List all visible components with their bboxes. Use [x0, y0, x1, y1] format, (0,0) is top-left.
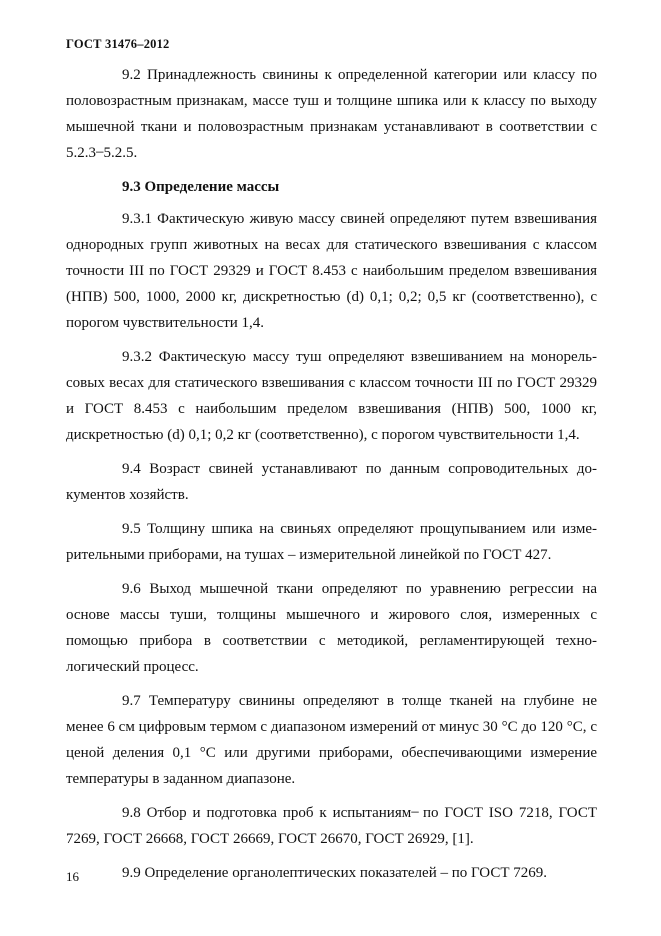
paragraph-9-5: 9.5 Толщину шпика на свиньях определяют прощупыванием или измерительными приборами, на тушах – измерительной линейкой по ГОСТ 427. [66, 521, 597, 563]
section-heading-9-3: 9.3 Определение массы [122, 179, 280, 195]
paragraph-9-7: 9.7 Температуру свинины определяют в толще тканей на глубине не менее 6 см цифровым термом с диапазоном измерений от минус 30 °С до 120 °С, с ценой деления 0,1 °С или другими приборами, обеспечивающими измерение температуры в заданном диапазоне. [66, 693, 597, 787]
page-number: 16 [66, 869, 79, 884]
paragraph-9-4: 9.4 Возраст свиней устанавливают по данным сопроводительных документов хозяйств. [66, 461, 597, 503]
paragraph-9-8: 9.8 Отбор и подготовка проб к испытаниям ̶ по ГОСТ ISO 7218, ГОСТ 7269, ГОСТ 26668, ГОСТ 26669, ГОСТ 26670, ГОСТ 26929, [1]. [66, 805, 597, 847]
paragraph-9-3-1: 9.3.1 Фактическую живую массу свиней определяют путем взвешивания однородных групп животных на весах для статического взвешивания с классом точности III по ГОСТ 29329 и ГОСТ 8.453 с наибольшим пределом взвешивания (НПВ) 500, 1000, 2000 кг, дискретностью (d) 0,1; 0,2; 0,5 кг (соответственно), с порогом чувствительности 1,4. [66, 211, 597, 331]
document-header: ГОСТ 31476–2012 [66, 37, 170, 51]
paragraph-9-2: 9.2 Принадлежность свинины к определенной категории или классу по половозрастным признакам, массе туш и толщине шпика или к классу по выходу мышечной ткани и половозрастным признакам устанавливают в соответствии с 5.2.3 ̶ 5.2.5. [66, 67, 597, 161]
paragraph-9-9: 9.9 Определение органолептических показателей – по ГОСТ 7269. [122, 865, 547, 881]
document-body [66, 62, 597, 886]
paragraph-9-3-2: 9.3.2 Фактическую массу туш определяют взвешиванием на монорельсовых весах для статического взвешивания с классом точности III по ГОСТ 29329 и ГОСТ 8.453 с наибольшим пределом взвешивания (НПВ) 500, 1000 кг, дискретностью (d) 0,1; 0,2 кг (соответственно), с порогом чувствительности 1,4. [66, 349, 597, 443]
paragraph-9-6: 9.6 Выход мышечной ткани определяют по уравнению регрессии на основе массы туши, толщины мышечного и жирового слоя, измеренных с помощью прибора в соответствии с методикой, регламентирующей технологический процесс. [66, 581, 597, 675]
